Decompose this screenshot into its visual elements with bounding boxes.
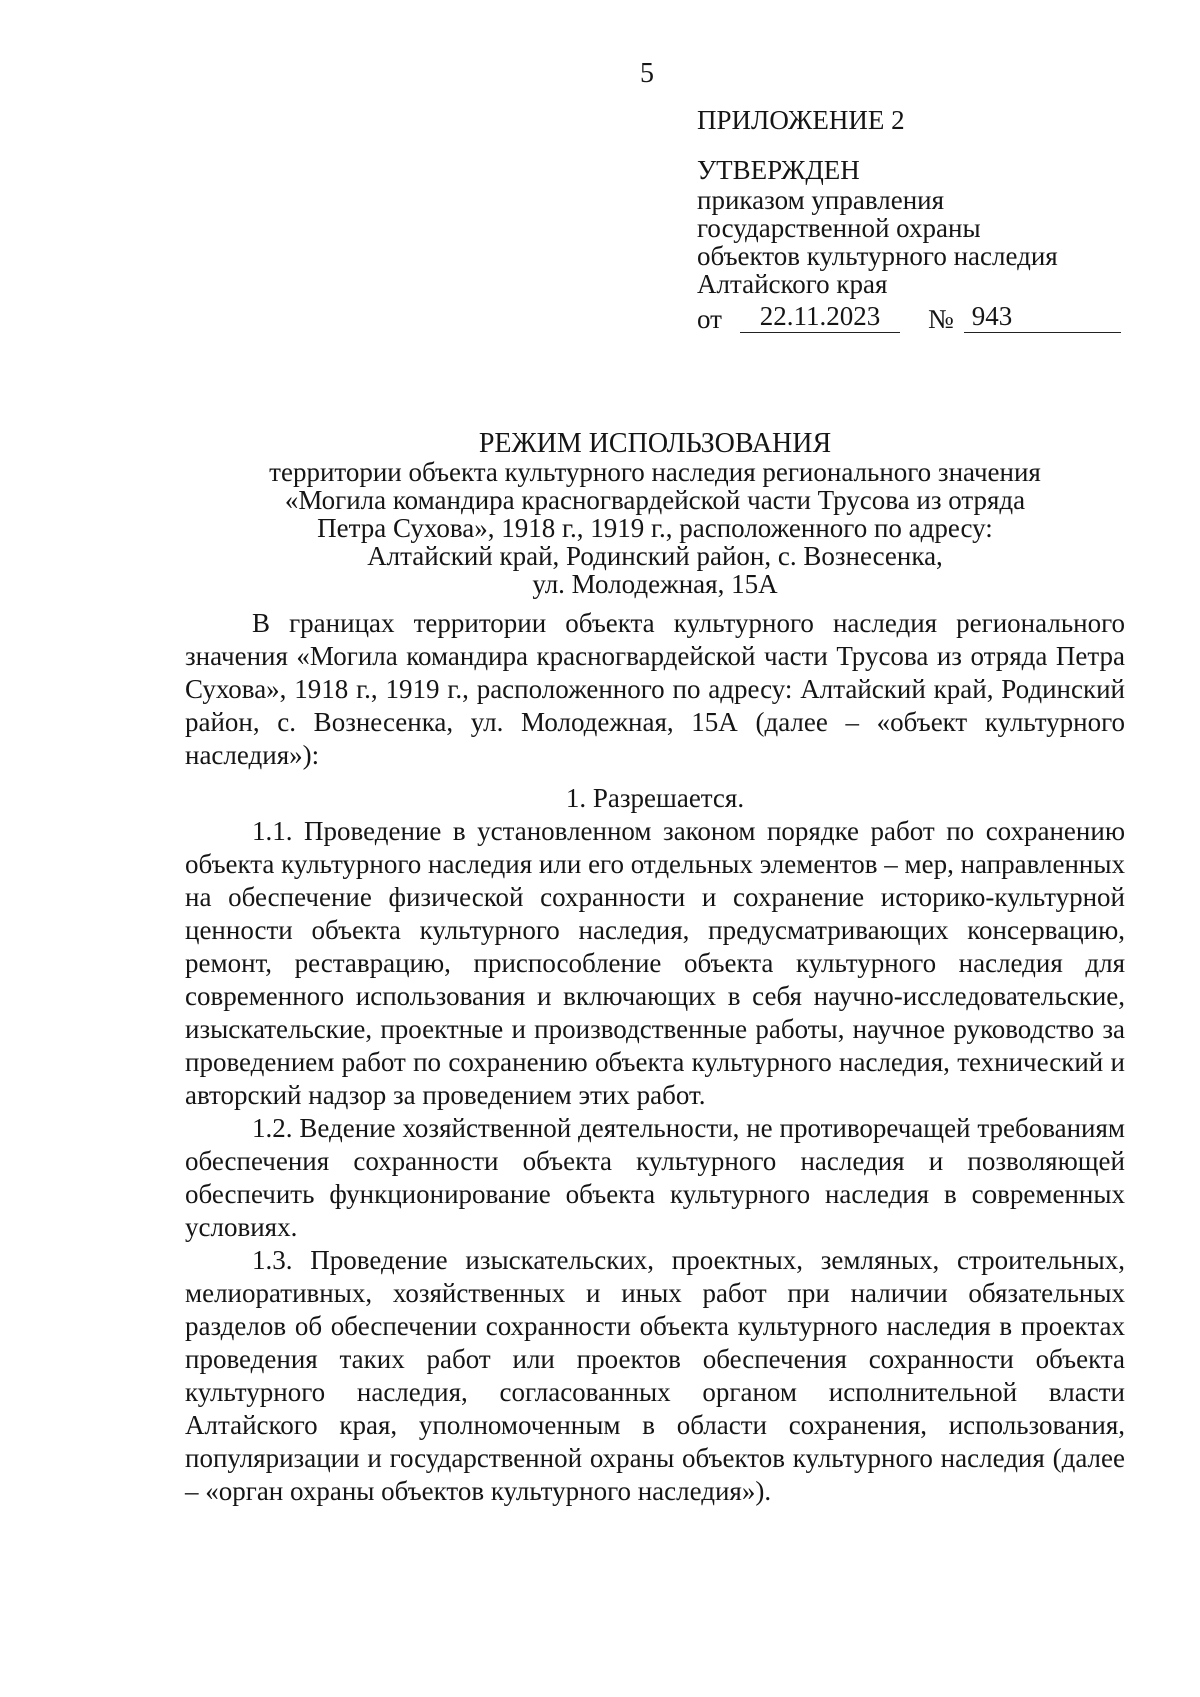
appendix-label: ПРИЛОЖЕНИЕ 2 [697, 105, 905, 135]
clause-1-3: 1.3. Проведение изыскательских, проектных, земляных, строительных, мелиоративных, хозяйственных и иных работ при наличии обязательных разделов об обеспечении сохранности объекта культурного наследия в проектах проведения таких работ или проектов обеспечения сохранности объекта культурного наследия, согласованных органом исполнительной власти Алтайского края, уполномоченным в области сохранения, использования, популяризации и государственной охраны объектов культурного наследия (далее – «орган охраны объектов культурного наследия»). [185, 1245, 1125, 1506]
approval-line: Алтайского края [697, 269, 888, 299]
approval-line: объектов культурного наследия [697, 241, 1058, 271]
page-number: 5 [640, 58, 654, 89]
intro-paragraph: В границах территории объекта культурного наследия регионального значения «Могила командира красногвардейской части Трусова из отряда Петра Сухова», 1918 г., 1919 г., расположенного по адресу: Алтайский край, Родинский район, с. Вознесенка, ул. Молодежная, 15А (далее – «объект культурного наследия»): [185, 608, 1125, 770]
title-line: «Могила командира красногвардейской части Трусова из отряда [284, 485, 1026, 515]
title-line: Алтайский край, Родинский район, с. Вознесенка, [367, 541, 943, 571]
order-date-number-line [697, 302, 1121, 333]
title-heading: РЕЖИМ ИСПОЛЬЗОВАНИЯ [478, 428, 832, 459]
title-line: Петра Сухова», 1918 г., 1919 г., расположенного по адресу: [317, 513, 993, 543]
title-line: ул. Молодежная, 15А [532, 569, 778, 599]
approval-line: государственной охраны [697, 213, 981, 243]
approved-label: УТВЕРЖДЕН [697, 155, 860, 185]
section-heading: 1. Разрешается. [565, 783, 745, 813]
clause-1-1: 1.1. Проведение в установленном законом порядке работ по сохранению объекта культурного наследия или его отдельных элементов – мер, направленных на обеспечение физической сохранности и сохранение историко-культурной ценности объекта культурного наследия, предусматривающих консервацию, ремонт, реставрацию, приспособление объекта культурного наследия для современного использования и включающих в себя научно-исследовательские, изыскательские, проектные и производственные работы, научное руководство за проведением работ по сохранению объекта культурного наследия, технический и авторский надзор за проведением этих работ. [185, 816, 1125, 1110]
document-title [185, 430, 1125, 598]
clause-1-2: 1.2. Ведение хозяйственной деятельности, не противоречащей требованиям обеспечения сохранности объекта культурного наследия и позволяющей обеспечить функционирование объекта культурного наследия в современных условиях. [185, 1113, 1125, 1242]
document-body [185, 607, 1125, 1508]
number-label: № [927, 304, 954, 334]
order-date: 22.11.2023 [740, 302, 900, 333]
approval-line: приказом управления [697, 185, 945, 215]
title-line: территории объекта культурного наследия регионального значения [269, 457, 1041, 487]
approval-block [697, 106, 1121, 333]
order-number: 943 [964, 302, 1121, 333]
date-label: от [697, 304, 722, 334]
